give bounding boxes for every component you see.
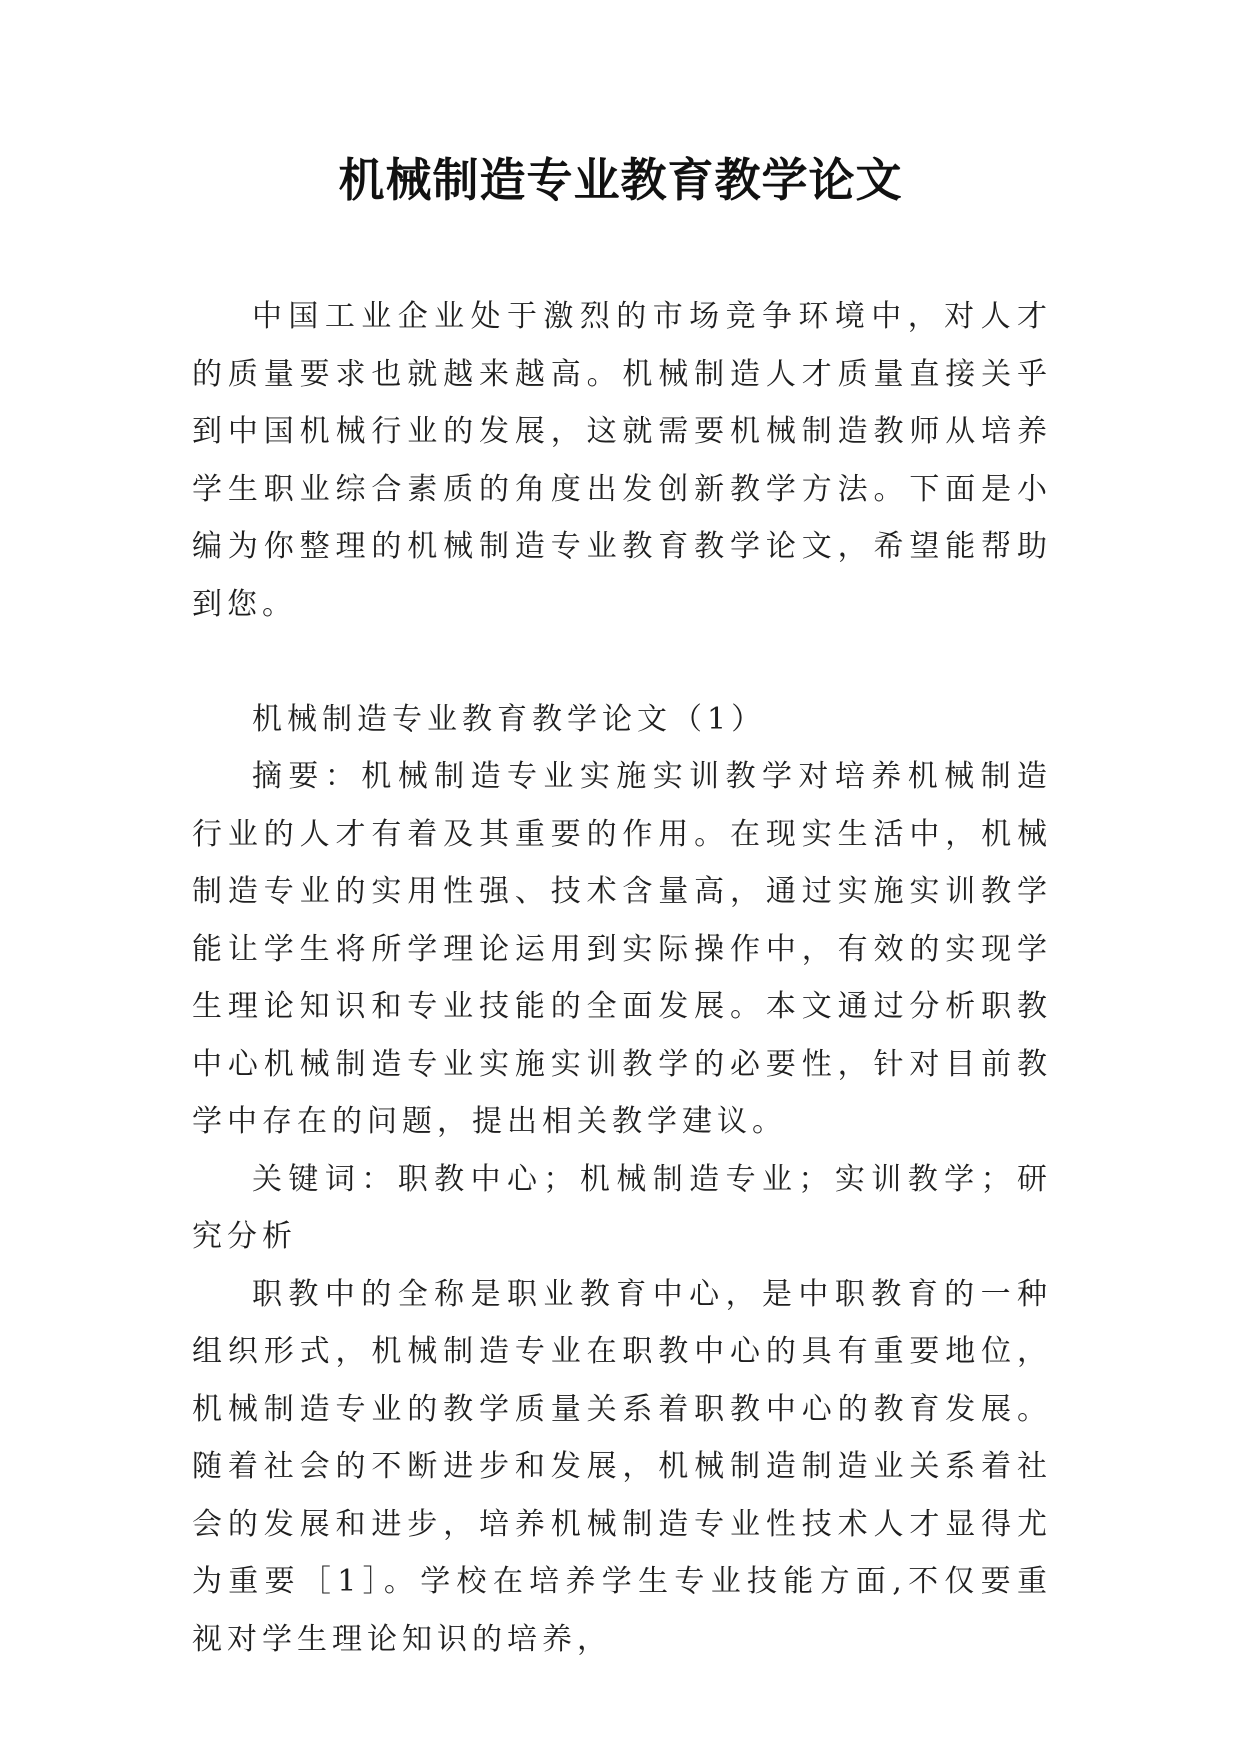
- abstract-paragraph: 摘要：机械制造专业实施实训教学对培养机械制造行业的人才有着及其重要的作用。在现实生活中，机械制造专业的实用性强、技术含量高，通过实施实训教学能让学生将所学理论运用到实际操作中，有效的实现学生理论知识和专业技能的全面发展。本文通过分析职教中心机械制造专业实施实训教学的必要性，针对目前教学中存在的问题，提出相关教学建议。: [192, 759, 1052, 1139]
- intro-paragraph: 中国工业企业处于激烈的市场竞争环境中，对人才的质量要求也就越来越高。机械制造人才质量直接关乎到中国机械行业的发展，这就需要机械制造教师从培养学生职业综合素质的角度出发创新教学方法。下面是小编为你整理的机械制造专业教育教学论文，希望能帮助到您。: [192, 299, 1052, 622]
- document-title: 机械制造专业教育教学论文: [338, 153, 903, 207]
- body-paragraph: 职教中的全称是职业教育中心，是中职教育的一种组织形式，机械制造专业在职教中心的具有重要地位，机械制造专业的教学质量关系着职教中心的教育发展。随着社会的不断进步和发展，机械制造制造业关系着社会的发展和进步，培养机械制造专业性技术人才显得尤为重要［1］。学校在培养学生专业技能方面,不仅要重视对学生理论知识的培养，: [192, 1276, 1052, 1657]
- keywords-paragraph: 关键词：职教中心；机械制造专业；实训教学；研究分析: [192, 1161, 1052, 1254]
- section-heading: 机械制造专业教育教学论文（1）: [252, 701, 767, 737]
- document-body: [192, 288, 1052, 1668]
